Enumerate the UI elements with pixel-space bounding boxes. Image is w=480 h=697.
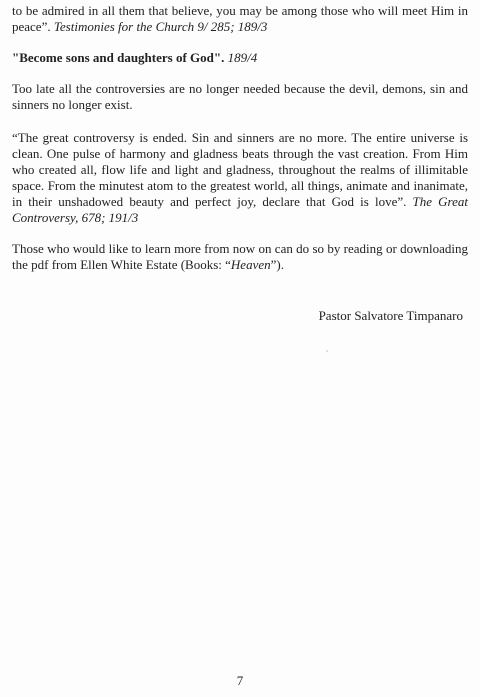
paragraph-1-text: to be admired in all them that believe, you may be among those who will meet Him in peace”. bbox=[12, 3, 468, 34]
section-heading-text: "Become sons and daughters of God". bbox=[12, 50, 228, 65]
paragraph-2-text: Too late all the controversies are no longer needed because the devil, demons, sin and sinners no longer exist. bbox=[12, 81, 468, 112]
section-heading-reference: 189/4 bbox=[227, 50, 258, 65]
paragraph-1-reference: Testimonies for the Church 9/ 285; 189/3 bbox=[53, 19, 268, 34]
paragraph-4-text-after: ”). bbox=[270, 257, 284, 272]
paragraph-4-text-before: Those who would like to learn more from now on can do so by reading or downloading the pdf from Ellen White Estate (Books: “ bbox=[12, 241, 468, 272]
section-heading bbox=[12, 50, 468, 66]
paragraph-quote bbox=[12, 130, 468, 226]
paragraph-3-text: “The great controversy is ended. Sin and sinners are no more. The entire universe is clean. One pulse of harmony and gladness beats through the vast creation. From Him who created all, flow life and light and gladness, throughout the realms of illimitable space. From the minutest atom to the greatest world, all things, animate and inanimate, in their unshadowed beauty and perfect joy, declare that God is love”. bbox=[12, 130, 468, 209]
paragraph-learn-more bbox=[12, 241, 468, 273]
paragraph-continuation bbox=[12, 3, 468, 35]
paragraph-4-italic-word: Heaven bbox=[230, 257, 271, 272]
author-signature: Pastor Salvatore Timpanaro bbox=[318, 308, 463, 323]
paragraph-controversies bbox=[12, 81, 468, 113]
page-content bbox=[12, 3, 468, 288]
scan-speck bbox=[326, 350, 328, 352]
paragraph-3-reference: The Great Controversy, 678; 191/3 bbox=[12, 194, 468, 225]
page-number: 7 bbox=[236, 673, 244, 688]
